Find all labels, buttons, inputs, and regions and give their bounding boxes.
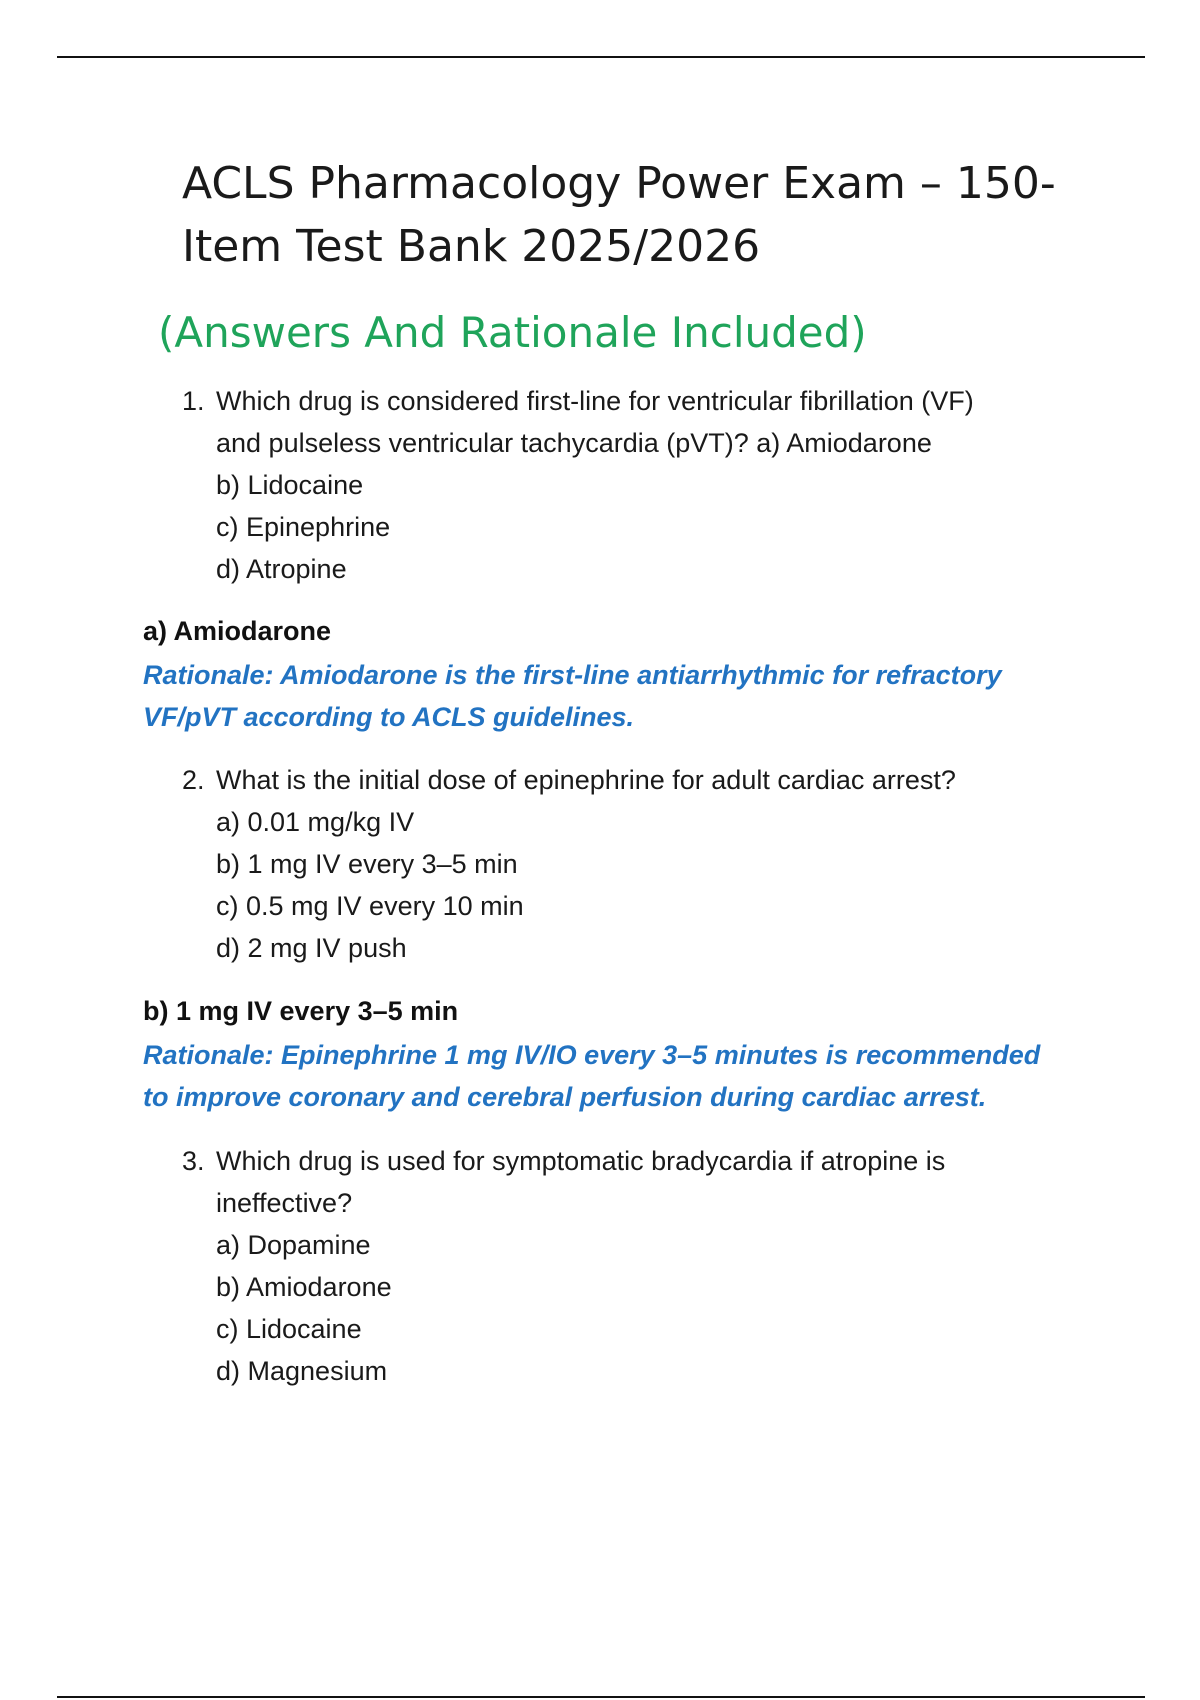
option: a) Dopamine — [216, 1230, 371, 1260]
option: b) Amiodarone — [216, 1272, 392, 1302]
document-title — [182, 152, 1082, 278]
question-number: 1. — [182, 386, 205, 416]
option: c) Lidocaine — [216, 1314, 362, 1344]
question-2 — [182, 759, 1082, 969]
option: d) Magnesium — [216, 1356, 388, 1386]
question-text: Which drug is considered first-line for ventricular fibrillation (VF) — [216, 386, 974, 416]
question-stem — [182, 759, 1082, 801]
rationale-line: Rationale: Epinephrine 1 mg IV/IO every 3–5 minutes is recommended — [143, 1040, 1041, 1070]
question-3 — [182, 1140, 1082, 1392]
options-list — [216, 801, 1082, 969]
option: c) 0.5 mg IV every 10 min — [216, 891, 524, 921]
question-stem — [182, 380, 1082, 464]
option: d) Atropine — [216, 554, 347, 584]
question-1 — [182, 380, 1082, 590]
rationale-line: VF/pVT according to ACLS guidelines. — [143, 702, 635, 732]
question-text: ineffective? — [216, 1188, 353, 1218]
question-text: and pulseless ventricular tachycardia (pVT)? a) Amiodarone — [216, 428, 932, 458]
option: d) 2 mg IV push — [216, 933, 407, 963]
option: b) 1 mg IV every 3–5 min — [216, 849, 518, 879]
question-number: 3. — [182, 1146, 205, 1176]
rationale-line: to improve coronary and cerebral perfusion during cardiac arrest. — [143, 1082, 987, 1112]
bottom-rule — [57, 1696, 1145, 1698]
title-line: Item Test Bank 2025/2026 — [182, 221, 761, 272]
title-line: ACLS Pharmacology Power Exam – 150- — [182, 158, 1056, 209]
rationale-2 — [143, 1034, 1153, 1118]
question-number: 2. — [182, 765, 205, 795]
top-rule — [57, 56, 1145, 58]
rationale-1 — [143, 654, 1153, 738]
question-stem — [182, 1140, 1082, 1224]
rationale-line: Rationale: Amiodarone is the first-line antiarrhythmic for refractory — [143, 660, 1002, 690]
answer-1: a) Amiodarone — [143, 616, 332, 646]
document-subtitle: (Answers And Rationale Included) — [158, 308, 867, 357]
option: c) Epinephrine — [216, 512, 391, 542]
options-list — [216, 464, 1082, 590]
option: b) Lidocaine — [216, 470, 364, 500]
answer-2: b) 1 mg IV every 3–5 min — [143, 996, 459, 1026]
question-text: What is the initial dose of epinephrine for adult cardiac arrest? — [216, 765, 956, 795]
question-text: Which drug is used for symptomatic bradycardia if atropine is — [216, 1146, 946, 1176]
options-list — [216, 1224, 1082, 1392]
option: a) 0.01 mg/kg IV — [216, 807, 415, 837]
